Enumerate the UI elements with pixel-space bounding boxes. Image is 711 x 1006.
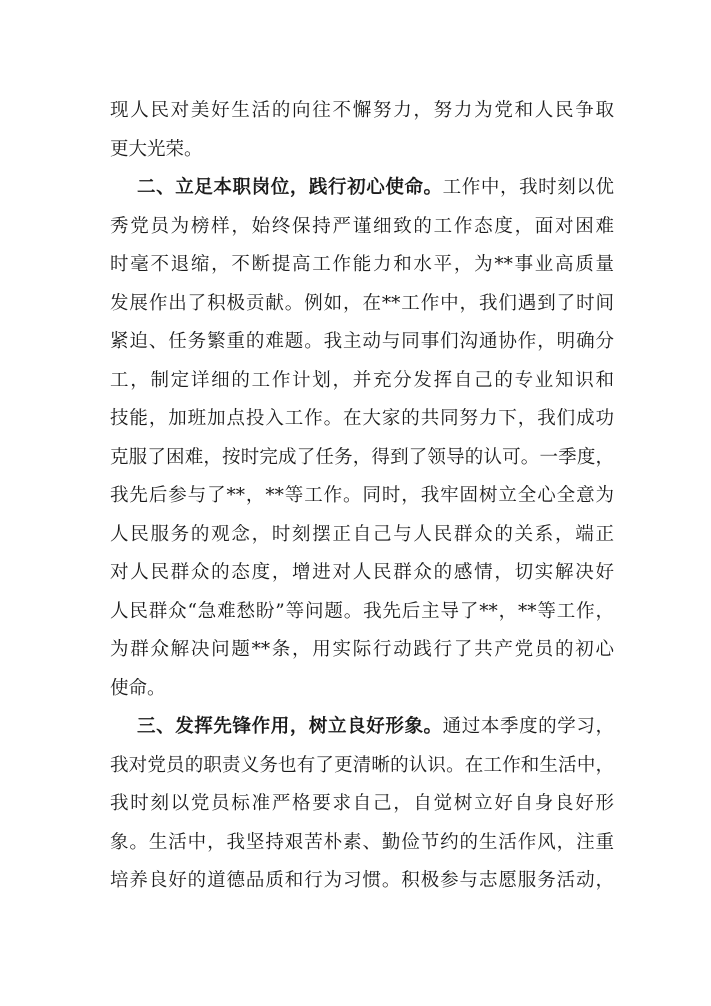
document-page	[110, 92, 614, 901]
paragraph-2	[110, 169, 614, 708]
text-line: 对人民群众的态度，增进对人民群众的感情，切实解决好	[110, 562, 614, 583]
text-line: 我先后参与了**，**等工作。同时，我牢固树立全心全意为	[110, 485, 614, 506]
text-line: 现人民对美好生活的向往不懈努力，努力为党和人民争取	[110, 100, 614, 121]
text-line: 我对党员的职责义务也有了更清晰的认识。在工作和生活中，	[110, 754, 614, 776]
text-run: 工作中，我时刻以优	[442, 177, 614, 198]
text-line: 发展作出了积极贡献。例如，在**工作中，我们遇到了时间	[110, 292, 614, 314]
text-line: 培养良好的道德品质和行为习惯。积极参与志愿服务活动，	[110, 870, 614, 891]
paragraph-1	[110, 92, 614, 169]
paragraph-first-line	[110, 169, 614, 208]
text-run: 通过本季度的学习，	[442, 716, 614, 737]
text-line: 工，制定详细的工作计划，并充分发挥自己的专业知识和	[110, 369, 614, 391]
text-line: 更大光荣。	[110, 138, 203, 160]
text-line: 使命。	[110, 677, 166, 699]
text-line: 时毫不退缩，不断提高工作能力和水平，为**事业高质量	[110, 254, 614, 275]
text-line: 人民服务的观念，时刻摆正自己与人民群众的关系，端正	[110, 523, 614, 545]
text-line: 秀党员为榜样，始终保持严谨细致的工作态度，面对困难	[110, 215, 614, 237]
text-line: 克服了困难，按时完成了任务，得到了领导的认可。一季度，	[110, 446, 614, 468]
text-line: 我时刻以党员标准严格要求自己，自觉树立好自身良好形	[110, 793, 614, 814]
text-line: 人民群众“急难愁盼”等问题。我先后主导了**，**等工作，	[110, 600, 614, 622]
text-line: 技能，加班加点投入工作。在大家的共同努力下，我们成功	[110, 408, 614, 429]
text-line: 紧迫、任务繁重的难题。我主动与同事们沟通协作，明确分	[110, 331, 614, 352]
text-line: 为群众解决问题**条，用实际行动践行了共产党员的初心	[110, 639, 614, 660]
paragraph-first-line	[110, 708, 614, 747]
section-heading: 二、立足本职岗位，践行初心使命。	[137, 177, 443, 198]
text-line: 象。生活中，我坚持艰苦朴素、勤俭节约的生活作风，注重	[110, 831, 614, 853]
paragraph-3	[110, 708, 614, 901]
section-heading: 三、发挥先锋作用，树立良好形象。	[137, 716, 443, 737]
